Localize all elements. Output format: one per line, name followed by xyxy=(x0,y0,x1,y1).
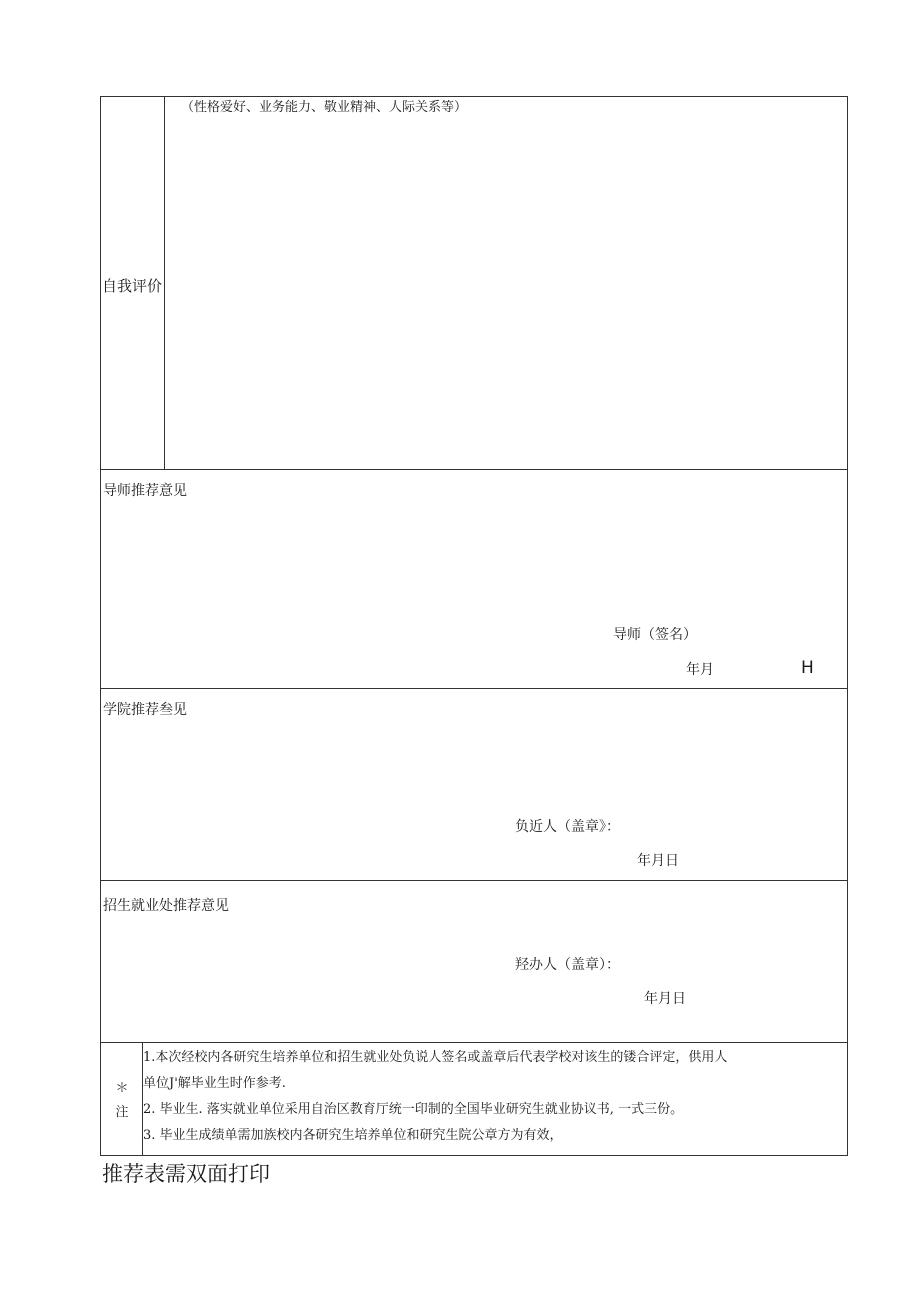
double-sided-print-note: 推荐表需双面打印 xyxy=(102,1162,270,1186)
tutor-opinion-row xyxy=(100,469,848,688)
note-line-1: 1.本次经校内各研究生培养单位和招生就业处负说人签名或盖章后代表学校对该生的镂合评定，供用人 xyxy=(143,1050,728,1065)
notes-row xyxy=(100,1042,848,1156)
tutor-signature-label: 导师（签名） xyxy=(613,627,697,643)
tutor-date-year-month: 年月 xyxy=(686,662,714,678)
college-opinion-label: 学院推荐叁见 xyxy=(103,702,187,718)
tutor-opinion-label: 导师推荐意见 xyxy=(103,483,187,499)
notes-label-cell xyxy=(101,1043,143,1155)
self-evaluation-hint: （性格爱好、业务能力、敬业精神、人际关系等） xyxy=(181,100,468,115)
office-opinion-row xyxy=(100,880,848,1042)
notes-label: 注 xyxy=(115,1105,129,1120)
note-line-3: 2. 毕业生. 落实就业单位采用自治区教育厅统一印制的全国毕业研究生就业协议书, 一式三份。 xyxy=(143,1102,684,1117)
self-evaluation-row xyxy=(100,96,848,469)
college-signature-label: 负近人（盖章》： xyxy=(515,819,620,835)
note-line-2: 单位J'解毕业生时作参考. xyxy=(143,1076,286,1091)
college-date: 年月日 xyxy=(637,853,679,869)
tutor-date-day: H xyxy=(801,658,814,678)
note-line-4: 3. 毕业生成绩单需加族校内各研究生培养单位和研究生院公章方为有效， xyxy=(143,1128,563,1143)
office-date: 年月日 xyxy=(644,991,686,1007)
recommendation-form-table xyxy=(100,96,848,1156)
notes-asterisk: ＊ xyxy=(115,1081,129,1096)
office-opinion-label: 招生就业处推荐意见 xyxy=(103,898,229,914)
office-signature-label: 羟办人（盖章）： xyxy=(515,957,620,973)
college-opinion-row xyxy=(100,688,848,880)
self-evaluation-label-cell xyxy=(101,97,165,469)
self-evaluation-label: 自我评价 xyxy=(102,277,163,295)
